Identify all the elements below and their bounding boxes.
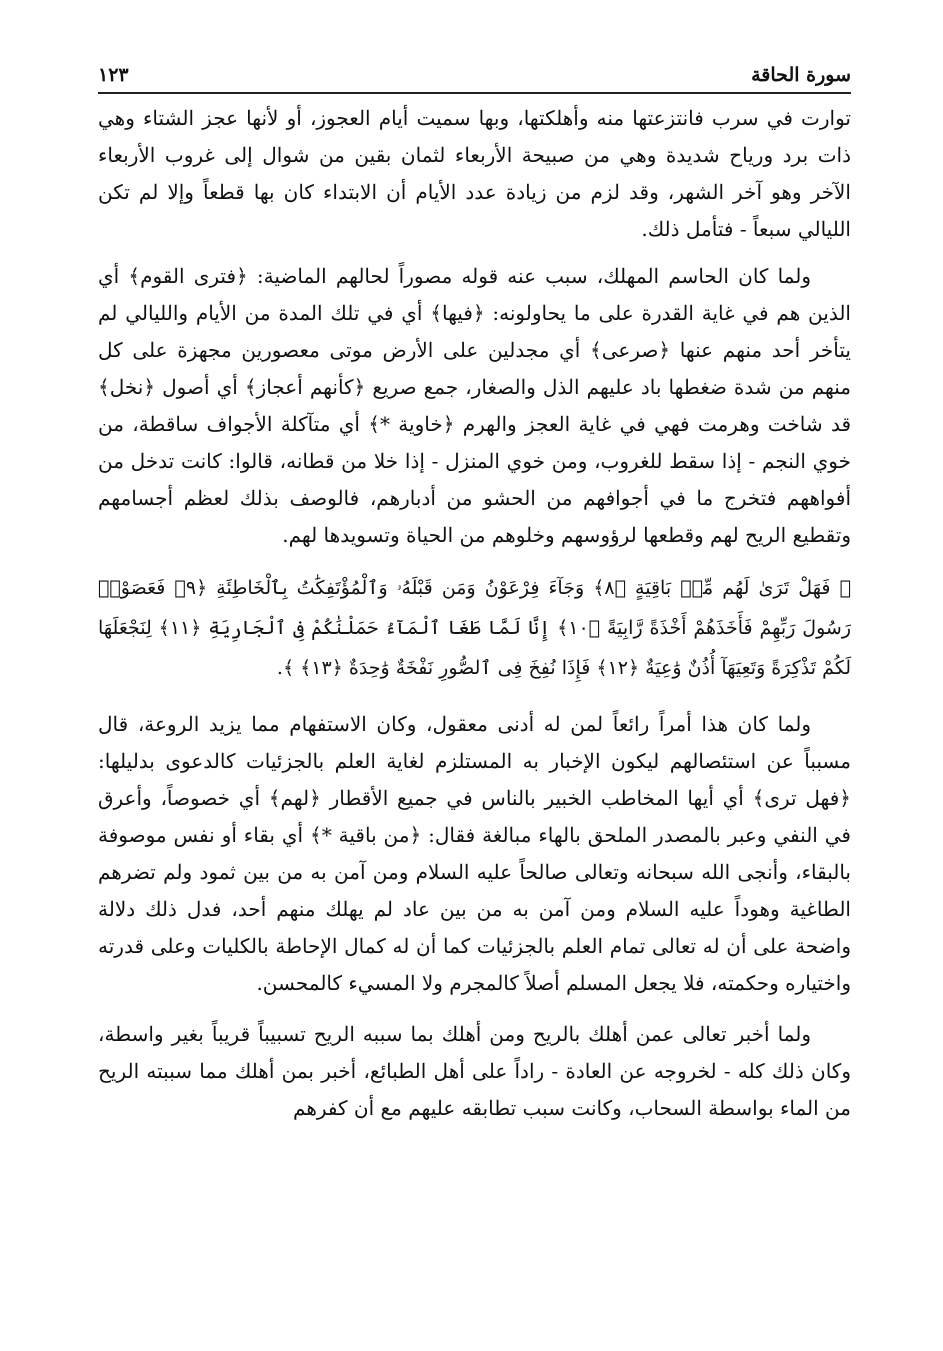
page-body [98,100,851,1141]
surah-title: سورة الحاقة [751,64,851,86]
page-header [98,58,851,86]
paragraph-continuation: توارت في سرب فانتزعتها منه وأهلكتها، وبها سميت أيام العجوز، أو لأنها عجز الشتاء وهي ذات برد ورياح شديدة وهي من صبيحة الأربعاء لثمان بقين من شوال إلى غروب الأربعاء الآخر وهو آخر الشهر، وقد لزم من زيادة عدد الأيام أن الابتداء كان بها قطعاً وإلا لم تكن الليالي سبعاً - فتأمل ذلك. [98,106,851,241]
header-divider [98,92,851,94]
paragraph-commentary-3: ولما أخبر تعالى عمن أهلك بالريح ومن أهلك بما سببه الريح تسبيباً قريباً بغير واسطة، وكان ذلك كله - لخروجه عن العادة - راداً على أهل الطبائع، أخبر بمن أهلك مما سببته الريح من الماء بواسطة السحاب، وكانت سبب تطابقه عليهم مع أن كفرهم [98,1022,851,1120]
paragraph-commentary-1: ولما كان الحاسم المهلك، سبب عنه قوله مصوراً لحالهم الماضية: ﴿فترى القوم﴾ أي الذين هم في غاية القدرة على ما يحاولونه: ﴿فيها﴾ أي في تلك المدة من الأيام والليالي لم يتأخر أحد منهم عنها ﴿صرعى﴾ أي مجدلين على الأرض موتى معصورين مجهزة على كل منهم من شدة ضغطها باد عليهم الذل والصغار، جمع صريع ﴿كأنهم أعجاز﴾ أي أصول ﴿نخل﴾ قد شاخت وهرمت فهي في غاية العجز والهرم ﴿خاوية *﴾ أي متآكلة الأجواف ساقطة، من خوي النجم - إذا سقط للغروب، ومن خوي المنزل - إذا خلا من قطانه، قالوا: كانت تدخل من أفواههم فتخرج ما في أجوافهم من الحشو من أدبارهم، فالوصف بذلك لعظم أجسامهم وتقطيع الريح لهم وقطعها لرؤوسهم وخلوهم من الحياة وتسويدها لهم. [98,264,851,547]
paragraph-commentary-2: ولما كان هذا أمراً رائعاً لمن له أدنى معقول، وكان الاستفهام مما يزيد الروعة، قال مسبباً عن استئصالهم ليكون الإخبار به المستلزم لغاية العلم بالجزئيات كالدعوى بدليلها: ﴿فهل ترى﴾ أي أيها المخاطب الخبير بالناس في جميع الأقطار ﴿لهم﴾ أي خصوصاً، وأعرق في النفي وعبر بالمصدر الملحق بالهاء مبالغة فقال: ﴿من باقية *﴾ أي بقاء أو نفس موصوفة بالبقاء، وأنجى الله سبحانه وتعالى صالحاً عليه السلام ومن آمن به من بين ثمود ولم تضرهم الطاغية وهوداً عليه السلام ومن آمن به من بين عاد لم يهلك منهم أحد، فدل ذلك دلالة واضحة على أن له تعالى تمام العلم بالجزئيات كما أن له كمال الإحاطة بالكليات وعلى قدرته واختياره وحكمته، فلا يجعل المسلم أصلاً كالمجرم ولا المسيء كالمحسن. [98,712,851,995]
quran-passage: ﴿ فَهَلْ تَرَىٰ لَهُم مِّنۢ بَاقِيَةٍ ﴿٨﴾ وَجَآءَ فِرْعَوْنُ وَمَن قَبْلَهُۥ وَٱلْمُؤْتَفِكَٰتُ بِٱلْخَاطِئَةِ ﴿٩﴾ فَعَصَوْا۟ رَسُولَ رَبِّهِمْ فَأَخَذَهُمْ أَخْذَةً رَّابِيَةً ﴿١٠﴾ إِنَّا لَمَّا طَغَا ٱلْمَآءُ حَمَلْنَٰكُمْ فِى ٱلْجَارِيَةِ ﴿١١﴾ لِنَجْعَلَهَا لَكُمْ تَذْكِرَةً وَتَعِيَهَآ أُذُنٌ وَٰعِيَةٌ ﴿١٢﴾ فَإِذَا نُفِخَ فِى ٱلصُّورِ نَفْخَةٌ وَٰحِدَةٌ ﴿١٣﴾ ﴾. [98,577,851,679]
page-number: ١٢٣ [98,64,129,86]
